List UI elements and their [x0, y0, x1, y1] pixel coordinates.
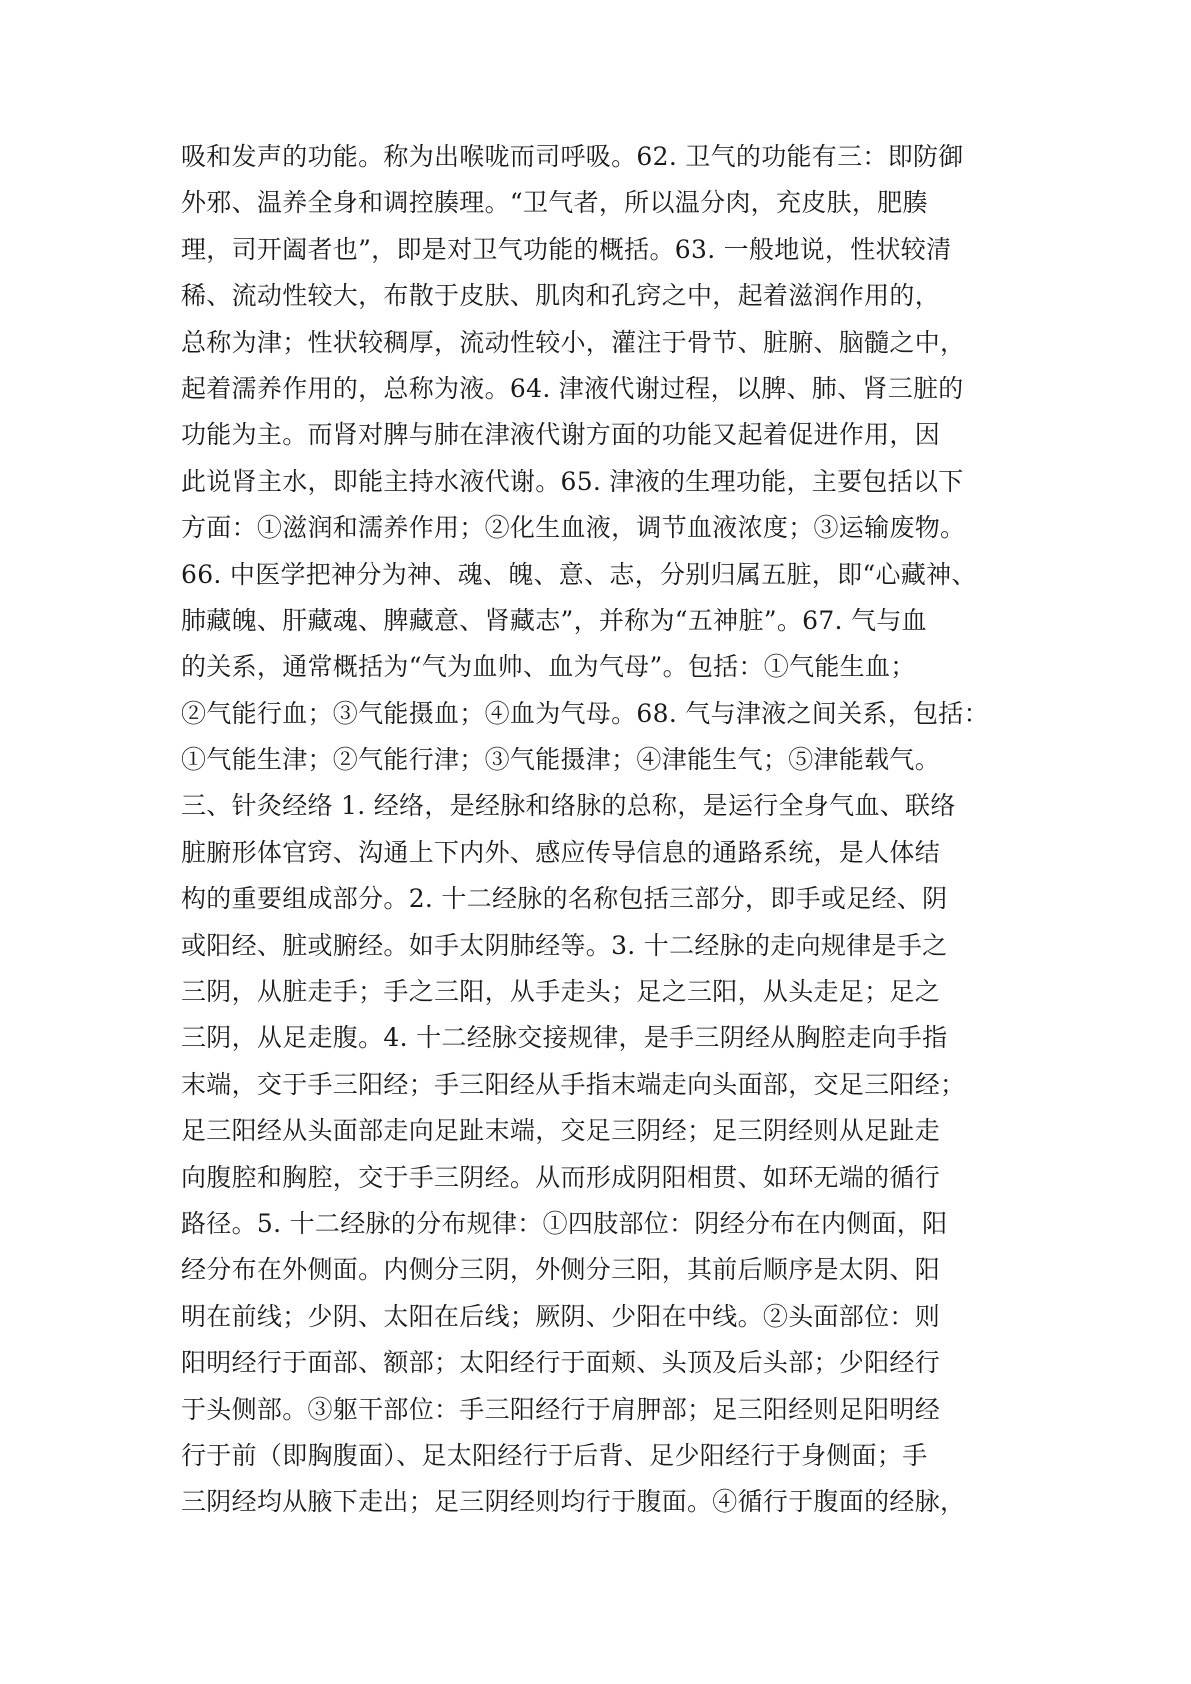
text-line: 或阳经、脏或腑经。如手太阴肺经等。3. 十二经脉的走向规律是手之 [181, 930, 948, 960]
text-line: 肺藏魄、肝藏魂、脾藏意、肾藏志”，并称为“五神脏”。67. 气与血 [181, 605, 927, 635]
text-line: 理，司开阖者也”，即是对卫气功能的概括。63. 一般地说，性状较清 [181, 234, 952, 264]
text-line: ①气能生津；②气能行津；③气能摄津；④津能生气；⑤津能载气。 [181, 745, 941, 775]
text-line: 足三阳经从头面部走向足趾末端，交足三阴经；足三阴经则从足趾走 [181, 1116, 941, 1146]
text-line: 路径。5. 十二经脉的分布规律：①四肢部位：阴经分布在内侧面，阳 [181, 1208, 948, 1238]
text-line: 功能为主。而肾对脾与肺在津液代谢方面的功能又起着促进作用，因 [181, 420, 941, 450]
text-line: 稀、流动性较大，布散于皮肤、肌肉和孔窍之中，起着滋润作用的， [181, 281, 941, 311]
body-text [181, 134, 1041, 1526]
text-line: 三阴经均从腋下走出；足三阴经则均行于腹面。④循行于腹面的经脉， [181, 1487, 966, 1517]
text-line: 方面：①滋润和濡养作用；②化生血液，调节血液浓度；③运输废物。 [181, 513, 966, 543]
text-line: 于头侧部。③躯干部位：手三阳经行于肩胛部；足三阳经则足阳明经 [181, 1394, 941, 1424]
text-line: 阳明经行于面部、额部；太阳经行于面颊、头顶及后头部；少阳经行 [181, 1348, 941, 1378]
text-line: 吸和发声的功能。称为出喉咙而司呼吸。62. 卫气的功能有三：即防御 [181, 142, 964, 171]
text-line: 脏腑形体官窍、沟通上下内外、感应传导信息的通路系统，是人体结 [181, 837, 941, 867]
text-line: 构的重要组成部分。2. 十二经脉的名称包括三部分，即手或足经、阴 [181, 884, 948, 914]
text-line: 外邪、温养全身和调控腠理。“卫气者，所以温分肉，充皮肤，肥腠 [181, 188, 928, 218]
text-line: 三、针灸经络 1. 经络，是经脉和络脉的总称，是运行全身气血、联络 [181, 791, 956, 821]
text-line: 经分布在外侧面。内侧分三阴，外侧分三阳，其前后顺序是太阴、阳 [181, 1255, 941, 1285]
text-line: 明在前线；少阴、太阳在后线；厥阴、少阳在中线。②头面部位：则 [181, 1301, 941, 1331]
text-line: 行于前（即胸腹面）、足太阳经行于后背、足少阳经行于身侧面；手 [181, 1440, 928, 1470]
text-line: 末端，交于手三阳经；手三阳经从手指末端走向头面部，交足三阳经； [181, 1069, 966, 1099]
text-line: 三阴，从脏走手；手之三阳，从手走头；足之三阳，从头走足；足之 [181, 977, 941, 1007]
text-line: 此说肾主水，即能主持水液代谢。65. 津液的生理功能，主要包括以下 [181, 466, 964, 496]
text-line: 起着濡养作用的，总称为液。64. 津液代谢过程，以脾、肺、肾三脏的 [181, 373, 964, 403]
text-line: 三阴，从足走腹。4. 十二经脉交接规律，是手三阴经从胸腔走向手指 [181, 1023, 948, 1053]
text-line: 总称为津；性状较稠厚，流动性较小，灌注于骨节、脏腑、脑髓之中， [181, 327, 966, 357]
text-line: 的关系，通常概括为“气为血帅、血为气母”。包括：①气能生血； [181, 652, 916, 682]
text-line: 66. 中医学把神分为神、魂、魄、意、志，分别归属五脏，即“心藏神、 [181, 559, 977, 589]
text-line: ②气能行血；③气能摄血；④血为气母。68. 气与津液之间关系，包括： [181, 698, 989, 728]
text-line: 向腹腔和胸腔，交于手三阴经。从而形成阴阳相贯、如环无端的循行 [181, 1162, 941, 1192]
